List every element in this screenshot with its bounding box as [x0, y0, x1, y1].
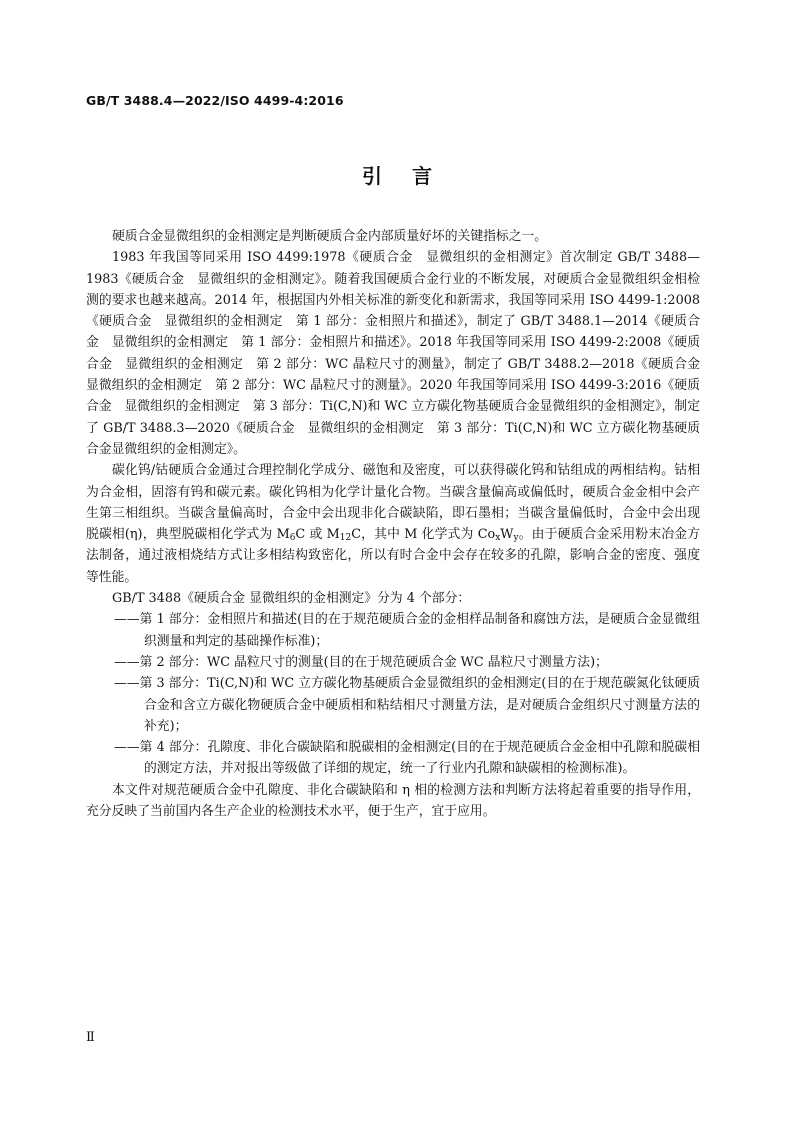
subscript-y: y	[513, 533, 519, 544]
phase-text-2: C 或 M	[295, 527, 340, 543]
paragraph-closing: 本文件对规范硬质合金中孔隙度、非化合碳缺陷和 η 相的检测方法和判断方法将起着重要的指导作用，充分反映了当前国内各生产企业的检测技术水平，便于生产，宜于应用。	[86, 782, 700, 820]
phase-text-3: C，其中 M 化学式为 Co	[351, 527, 496, 543]
phase-text-1: 碳化钨/钴硬质合金通过合理控制化学成分、磁饱和及密度，可以获得碳化钨和钴组成的两相结构。钴相为合金相，固溶有钨和碳元素。碳化钨相为化学计量化合物。当碳含量偏高或偏低时，硬质合金金相中会产生第三相组织。当碳含量偏高时，合金中会出现非化合碳缺陷，即石墨相；当碳含量偏低时，合金中会出现脱碳相(η)，典型脱碳相化学式为 M	[86, 463, 700, 543]
part-item-4: ——第 4 部分：孔隙度、非化合碳缺陷和脱碳相的金相测定(目的在于规范硬质合金金相中孔隙和脱碳相的测定方法，并对报出等级做了详细的规定，统一了行业内孔隙和缺碳相的检测标准)。	[114, 740, 700, 777]
document-body	[86, 226, 713, 822]
page-title	[0, 160, 794, 189]
subscript-12: 12	[339, 533, 352, 544]
part-item-1: ——第 1 部分：金相照片和描述(目的在于规范硬质合金的金相样品制备和腐蚀方法，是硬质合金显微组织测量和判定的基础操作标准)；	[114, 612, 700, 649]
page-number: Ⅱ	[86, 1030, 95, 1045]
paragraph-phases	[86, 460, 700, 588]
part-item-3: ——第 3 部分：Ti(C,N)和 WC 立方碳化物基硬质合金显微组织的金相测定(目的在于规范碳氮化钛硬质合金和含立方碳化物硬质合金中硬质相和粘结相尺寸测量方法，是对硬质合金组织尺寸测量方法的补充)；	[114, 676, 700, 734]
parts-intro: GB/T 3488《硬质合金 显微组织的金相测定》分为 4 个部分：	[112, 591, 471, 607]
paragraph-history: 1983 年我国等同采用 ISO 4499:1978《硬质合金 显微组织的金相测定》首次制定 GB/T 3488—1983《硬质合金 显微组织的金相测定》。随着我国硬质合金行业的不断发展，对硬质合金显微组织金相检测的要求也越来越高。2014 年，根据国内外相关标准的新变化和新需求，我国等同采用 ISO 4499-1:2008《硬质合金 显微组织的金相测定 第 1 部分：金相照片和描述》，制定了 GB/T 3488.1—2014《硬质合金 显微组织的金相测定 第 1 部分：金相照片和描述》。2018 年我国等同采用 ISO 4499-2:2008《硬质合金 显微组织的金相测定 第 2 部分：WC 晶粒尺寸的测量》，制定了 GB/T 3488.2—2018《硬质合金 显微组织的金相测定 第 2 部分：WC 晶粒尺寸的测量》。2020 年我国等同采用 ISO 4499-3:2016《硬质合金 显微组织的金相测定 第 3 部分：Ti(C,N)和 WC 立方碳化物基硬质合金显微组织的金相测定》，制定了 GB/T 3488.3—2020《硬质合金 显微组织的金相测定 第 3 部分：Ti(C,N)和 WC 立方碳化物基硬质合金显微组织的金相测定》。	[86, 250, 713, 457]
phase-text-4: W	[500, 527, 514, 543]
subscript-6: 6	[289, 533, 296, 544]
title-char-1: 引	[362, 164, 382, 188]
phase-text-5: 。由于硬质合金采用粉末冶金方法制备，通过液相烧结方式让多相结构致密化，所以有时合金中会存在较多的孔隙，影响合金的密度、强度等性能。	[86, 527, 701, 585]
part-item-2: ——第 2 部分：WC 晶粒尺寸的测量(目的在于规范硬质合金 WC 晶粒尺寸测量方法)；	[114, 654, 608, 670]
standard-number: GB/T 3488.4—2022/ISO 4499-4:2016	[86, 93, 344, 108]
title-char-2: 言	[412, 164, 432, 188]
subscript-x: x	[495, 533, 501, 544]
paragraph-intro: 硬质合金显微组织的金相测定是判断硬质合金内部质量好坏的关键指标之一。	[112, 229, 548, 244]
